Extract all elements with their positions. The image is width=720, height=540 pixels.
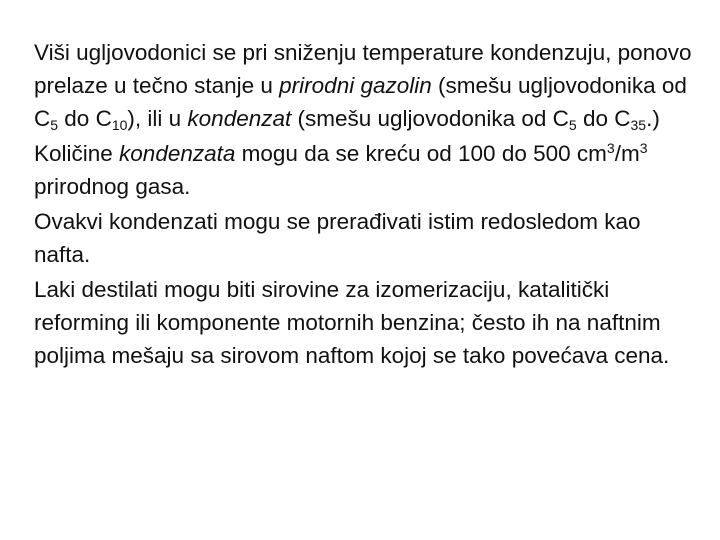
text-run: .) xyxy=(646,106,660,131)
superscript-3: 3 xyxy=(606,140,615,156)
text-run: (smešu ugljovodonika od C xyxy=(34,73,687,131)
text-run: /m xyxy=(614,141,640,166)
text-run: Ovakvi kondenzati mogu se prerađivati istim redosledom kao nafta. xyxy=(34,209,641,267)
paragraph-processing xyxy=(34,205,694,271)
text-run: Viši ugljovodonici se pri sniženju temperature kondenzuju, ponovo prelaze u tečno stanje u xyxy=(34,40,692,98)
text-run: ), ili u xyxy=(127,106,188,131)
text-run: (smešu ugljovodonika od C xyxy=(291,106,569,131)
text-run: Laki destilati mogu biti sirovine za izomerizaciju, katalitički reforming ili komponente motornih benzina; često ih na naftnim poljima mešaju sa sirovom naftom kojoj se tako povećava cena. xyxy=(34,277,670,368)
text-run: Količine xyxy=(34,141,120,166)
text-run: mogu da se kreću od 100 do 500 cm xyxy=(235,141,607,166)
paragraph-condensation xyxy=(34,36,694,135)
text-run: prirodnog gasa. xyxy=(34,174,191,199)
text-run: do C xyxy=(58,106,112,131)
subscript-c5: 5 xyxy=(50,117,59,133)
term-natural-gasoline: prirodni gazolin xyxy=(279,73,432,98)
term-condensate: kondenzata xyxy=(119,141,236,166)
paragraph-light-distillates xyxy=(34,273,694,372)
paragraph-quantities xyxy=(34,137,694,203)
superscript-3: 3 xyxy=(639,140,648,156)
term-condensate: kondenzat xyxy=(187,106,292,131)
slide-body xyxy=(34,36,694,372)
subscript-c5: 5 xyxy=(568,117,577,133)
subscript-c10: 10 xyxy=(111,117,128,133)
subscript-c35: 35 xyxy=(630,117,647,133)
text-run: do C xyxy=(576,106,631,131)
